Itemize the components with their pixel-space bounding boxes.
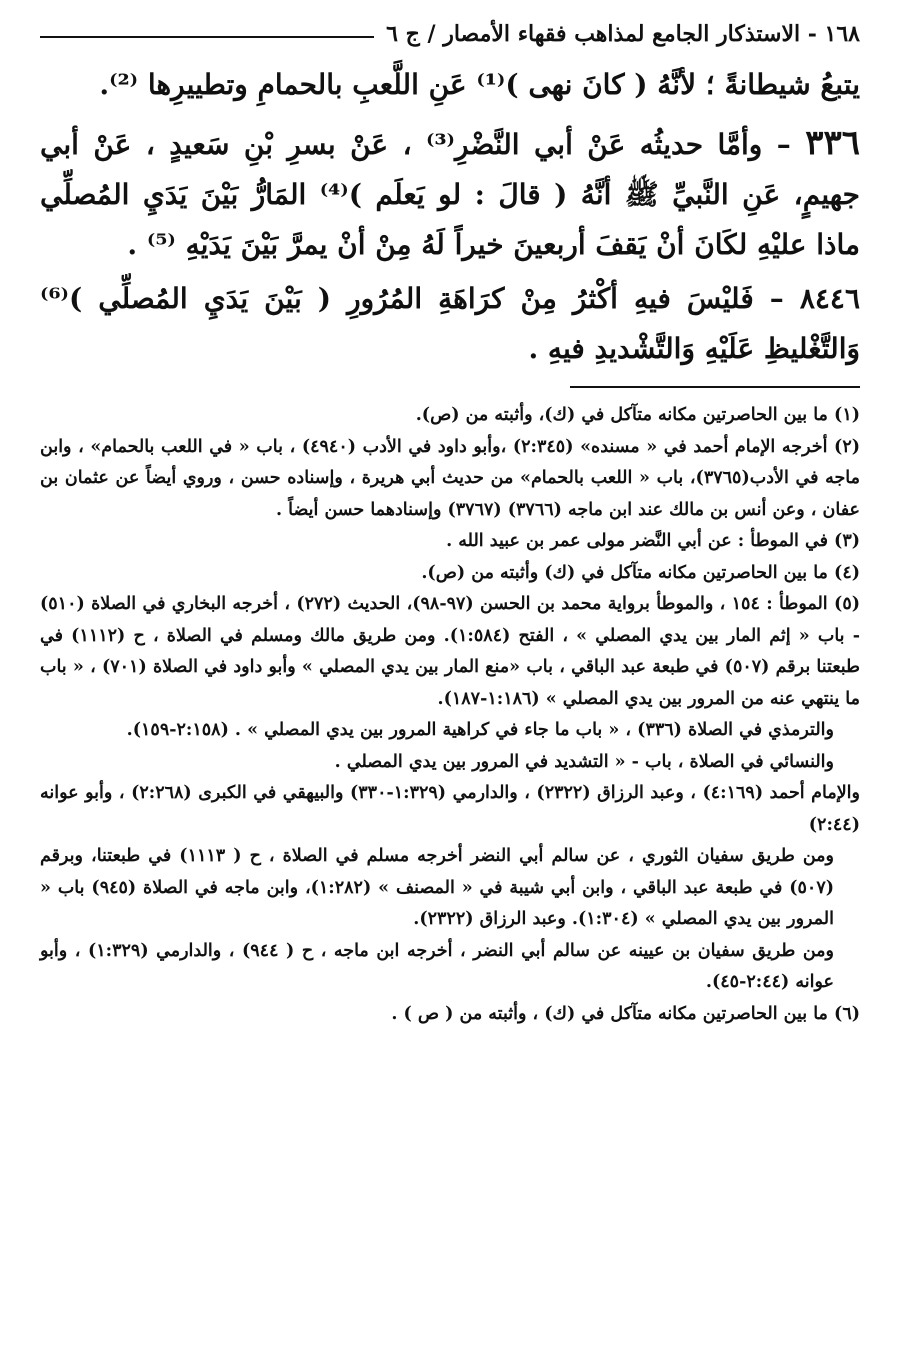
footnote-5-thawri: ومن طريق سفيان الثوري ، عن سالم أبي النضر أخرجه مسلم في الصلاة ، ح ( ١١١٣) في طبعتنا، وبرقم (٥٠٧) في طبعة عبد الباقي ، وابن أبي شيبة في « المصنف » (١:٢٨٢)، وابن ماجه في الصلاة (٩٤٥) باب « المرور بين يدي المصلي » (١:٣٠٤). وعبد الرزاق (٢٣٢٢). bbox=[40, 846, 834, 929]
hadith-number-336: ٣٣٦ bbox=[805, 123, 861, 163]
footnote-1: (١) ما بين الحاصرتين مكانه متآكل في (ك)، وأثبته من (ص). bbox=[415, 405, 860, 425]
footnote-5-tirmidhi: والترمذي في الصلاة (٣٣٦) ، « باب ما جاء في كراهية المرور بين يدي المصلي » . (٢:١٥٨-١٥٩). bbox=[126, 720, 834, 740]
main-text bbox=[40, 60, 860, 374]
paragraph-number-8446: ٨٤٤٦ bbox=[799, 282, 860, 315]
hadith-336-paragraph bbox=[40, 118, 860, 270]
footnote-5-uyaynah: ومن طريق سفيان بن عيينه عن سالم أبي النضر ، أخرجه ابن ماجه ، ح ( ٩٤٤) ، والدارمي (١:٣٢٩) ، وأبو عوانه (٢:٤٤-٤٥). bbox=[40, 940, 835, 992]
running-header bbox=[40, 14, 860, 54]
footnote-5-ahmad: والإمام أحمد (٤:١٦٩) ، وعبد الرزاق (٢٣٢٢) ، والدارمي (١:٣٢٩-٣٣٠) والبيهقي في الكبرى (٢:٢٦٨) ، وأبو عوانه (٢:٤٤) bbox=[40, 783, 860, 835]
footnote-2: (٢) أخرجه الإمام أحمد في « مسنده» (٢:٣٤٥) ،وأبو داود في الأدب (٤٩٤٠) ، باب « في اللعب بالحمام» ، وابن ماجه في الأدب(٣٧٦٥)، باب « اللعب بالحمام» من حديث أبي هريرة ، وإسناده حسن ، وروي أيضاً عن عثمان بن عفان ، وعن أنس بن مالك عند ابن ماجه (٣٧٦٦) (٣٧٦٧) وإسنادهما حسن أيضاً . bbox=[40, 436, 861, 520]
footnote-separator bbox=[570, 386, 860, 388]
book-page bbox=[40, 14, 860, 1030]
footnote-5: (٥) الموطأ : ١٥٤ ، والموطأ برواية محمد بن الحسن (٩٧-٩٨)، الحديث (٢٧٢) ، أخرجه البخاري في الصلاة (٥١٠) - باب « إثم المار بين يدي المصلي » ، الفتح (١:٥٨٤). ومن طريق مالك ومسلم في الصلاة ، ح (١١١٢) في طبعتنا برقم (٥٠٧) في طبعة عبد الباقي ، باب «منع المار بين يدي المصلي » وأبو داود في الصلاة (٧٠١) ، « باب ما ينتهي عنه من المرور بين يدي المصلي » (١:١٨٦-١٨٧). bbox=[40, 594, 861, 709]
footnote-4: (٤) ما بين الحاصرتين مكانه متآكل في (ك) وأثبته من (ص). bbox=[421, 562, 860, 583]
paragraph-8446-text: – فَليْسَ فيهِ أكْثرُ مِنْ كرَاهَةِ المُرُورِ ( بَيْنَ يَدَيِ المُصلِّي )⁽⁶⁾ وَالتَّغْليظِ عَلَيْهِ وَالتَّشْديدِ فيهِ . bbox=[40, 282, 860, 365]
paragraph-8446 bbox=[40, 274, 860, 374]
hadith-336-text: – وأمَّا حديثُه عَنْ أبي النَّضْرِ⁽³⁾ ، عَنْ بسرِ بْنِ سَعيدٍ ، عَنْ أبي جهيمٍ، عَنِ النَّبيِّ ﷺ أنَّهُ ( قالَ : لو يَعلَم )⁽⁴⁾ المَارُّ بَيْنَ يَدَيِ المُصلِّي ماذا عليْهِ لكَانَ أنْ يَقفَ أربعينَ خيراً لَهُ مِنْ أنْ يمرَّ بَيْنَ يَدَيْهِ ⁽⁵⁾ . bbox=[40, 128, 860, 261]
main-paragraph-continuation: يتبعُ شيطانةً ؛ لأنَّهُ ( كانَ نهى )⁽¹⁾ عَنِ اللَّعبِ بالحمامِ وتطييرِها ⁽²⁾. bbox=[99, 68, 860, 101]
footnote-5-nasai: والنسائي في الصلاة ، باب - « التشديد في المرور بين يدي المصلي . bbox=[334, 751, 834, 772]
header-title: ١٦٨ - الاستذكار الجامع لمذاهب فقهاء الأمصار / ج ٦ bbox=[386, 21, 860, 47]
footnote-3: (٣) في الموطأ : عن أبي النَّضر مولى عمر بن عبيد الله . bbox=[446, 531, 860, 551]
footnotes bbox=[40, 400, 860, 1030]
header-rule bbox=[40, 36, 374, 38]
footnote-6: (٦) ما بين الحاصرتين مكانه متآكل في (ك) ، وأثبته من ( ص ) . bbox=[391, 1003, 860, 1024]
